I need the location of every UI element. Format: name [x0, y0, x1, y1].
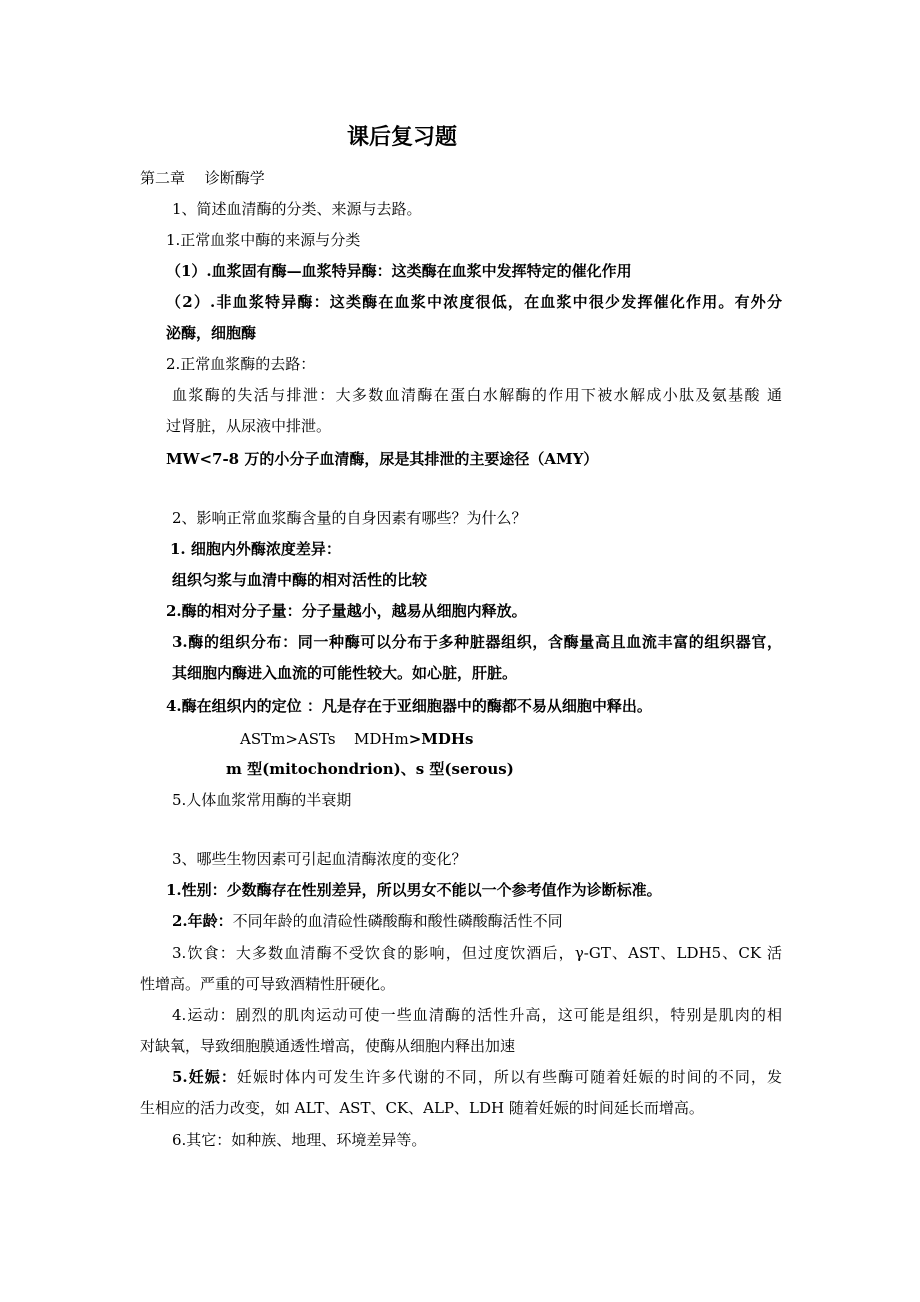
- q1-note: MW<7-8 万的小分子血清酶，尿是其排泄的主要途径（AMY）: [166, 450, 599, 468]
- page-title: 课后复习题: [346, 124, 457, 150]
- chapter-heading: 第二章 诊断酶学: [140, 169, 265, 187]
- q1-section-1: 1.正常血浆中酶的来源与分类: [166, 231, 361, 249]
- q2-point-3-line-1: 3.酶的组织分布：同一种酶可以分布于多种脏器组织，含酶量高且血流丰富的组织器官，: [172, 633, 782, 651]
- q2-example-asts: ASTm>ASTs: [240, 730, 336, 748]
- q1-item-1: （1）.血浆固有酶—血浆特异酶：这类酶在血浆中发挥特定的催化作用: [166, 262, 632, 280]
- q2-point-4: 4.酶在组织内的定位 ：凡是存在于亚细胞器中的酶都不易从细胞中释出。: [166, 697, 652, 715]
- q3-point-4-line-2: 对缺氧，导致细胞膜通透性增高，使酶从细胞内释出加速: [140, 1037, 516, 1055]
- q2-point-3-line-2: 其细胞内酶进入血流的可能性较大。如心脏，肝脏。: [172, 664, 518, 682]
- q3-point-2-text: 不同年龄的血清硷性磷酸酶和酸性磷酸酶活性不同: [232, 912, 563, 930]
- q1-item-2-line-1: （2）.非血浆特异酶：这类酶在血浆中浓度很低，在血浆中很少发挥催化作用。有外分: [166, 293, 782, 311]
- q1-section-2: 2.正常血浆酶的去路：: [166, 355, 316, 373]
- q3-point-5-label: 5.妊娠：: [172, 1068, 237, 1086]
- q3-point-2: [172, 911, 563, 931]
- q3-point-3-line-2: 性增高。严重的可导致酒精性肝硬化。: [140, 975, 396, 993]
- q1-item-2-line-2: 泌酶，细胞酶: [166, 324, 257, 342]
- q3-point-5-line-1: [172, 1067, 782, 1087]
- q2-enzyme-types: m 型(mitochondrion)、s 型(serous): [226, 760, 514, 778]
- q2-point-1: 1. 细胞内外酶浓度差异：: [170, 540, 341, 558]
- q3-point-2-label: 2.年龄：: [172, 912, 233, 930]
- q1-section-2-line-2: 过肾脏，从尿液中排泄。: [166, 417, 332, 435]
- q3-point-5-line-2: 生相应的活力改变，如 ALT、AST、CK、ALP、LDH 随着妊娠的时间延长而增高。: [140, 1099, 704, 1117]
- question-3: 3、哪些生物因素可引起血清酶浓度的变化？: [172, 850, 467, 868]
- q2-point-2: 2.酶的相对分子量：分子量越小，越易从细胞内释放。: [166, 602, 527, 620]
- q2-point-1-detail: 组织匀浆与血清中酶的相对活性的比较: [172, 571, 428, 589]
- q2-example-mdhs: >MDHs: [408, 730, 474, 748]
- q1-section-2-line-1: 血浆酶的失活与排泄：大多数血清酶在蛋白水解酶的作用下被水解成小肽及氨基酸 通: [172, 386, 782, 404]
- q2-example-mdh: [354, 729, 474, 749]
- q3-point-4-line-1: 4.运动：剧烈的肌肉运动可使一些血清酶的活性升高，这可能是组织，特别是肌肉的相: [172, 1006, 782, 1024]
- q3-point-6: 6.其它：如种族、地理、环境差异等。: [172, 1131, 427, 1149]
- q3-point-1: 1.性别：少数酶存在性别差异，所以男女不能以一个参考值作为诊断标准。: [166, 881, 662, 899]
- q3-point-5-text: 妊娠时体内可发生许多代谢的不同，所以有些酶可随着妊娠的时间的不同，发: [236, 1068, 782, 1086]
- q3-point-3-line-1: 3.饮食：大多数血清酶不受饮食的影响，但过度饮酒后，γ-GT、AST、LDH5、CK 活: [172, 944, 782, 962]
- question-2: 2、影响正常血浆酶含量的自身因素有哪些？为什么？: [172, 509, 527, 527]
- q2-point-5: 5.人体血浆常用酶的半衰期: [172, 791, 352, 809]
- q2-example-mdhm: MDHm: [354, 730, 409, 748]
- question-1: 1、简述血清酶的分类、来源与去路。: [172, 200, 422, 218]
